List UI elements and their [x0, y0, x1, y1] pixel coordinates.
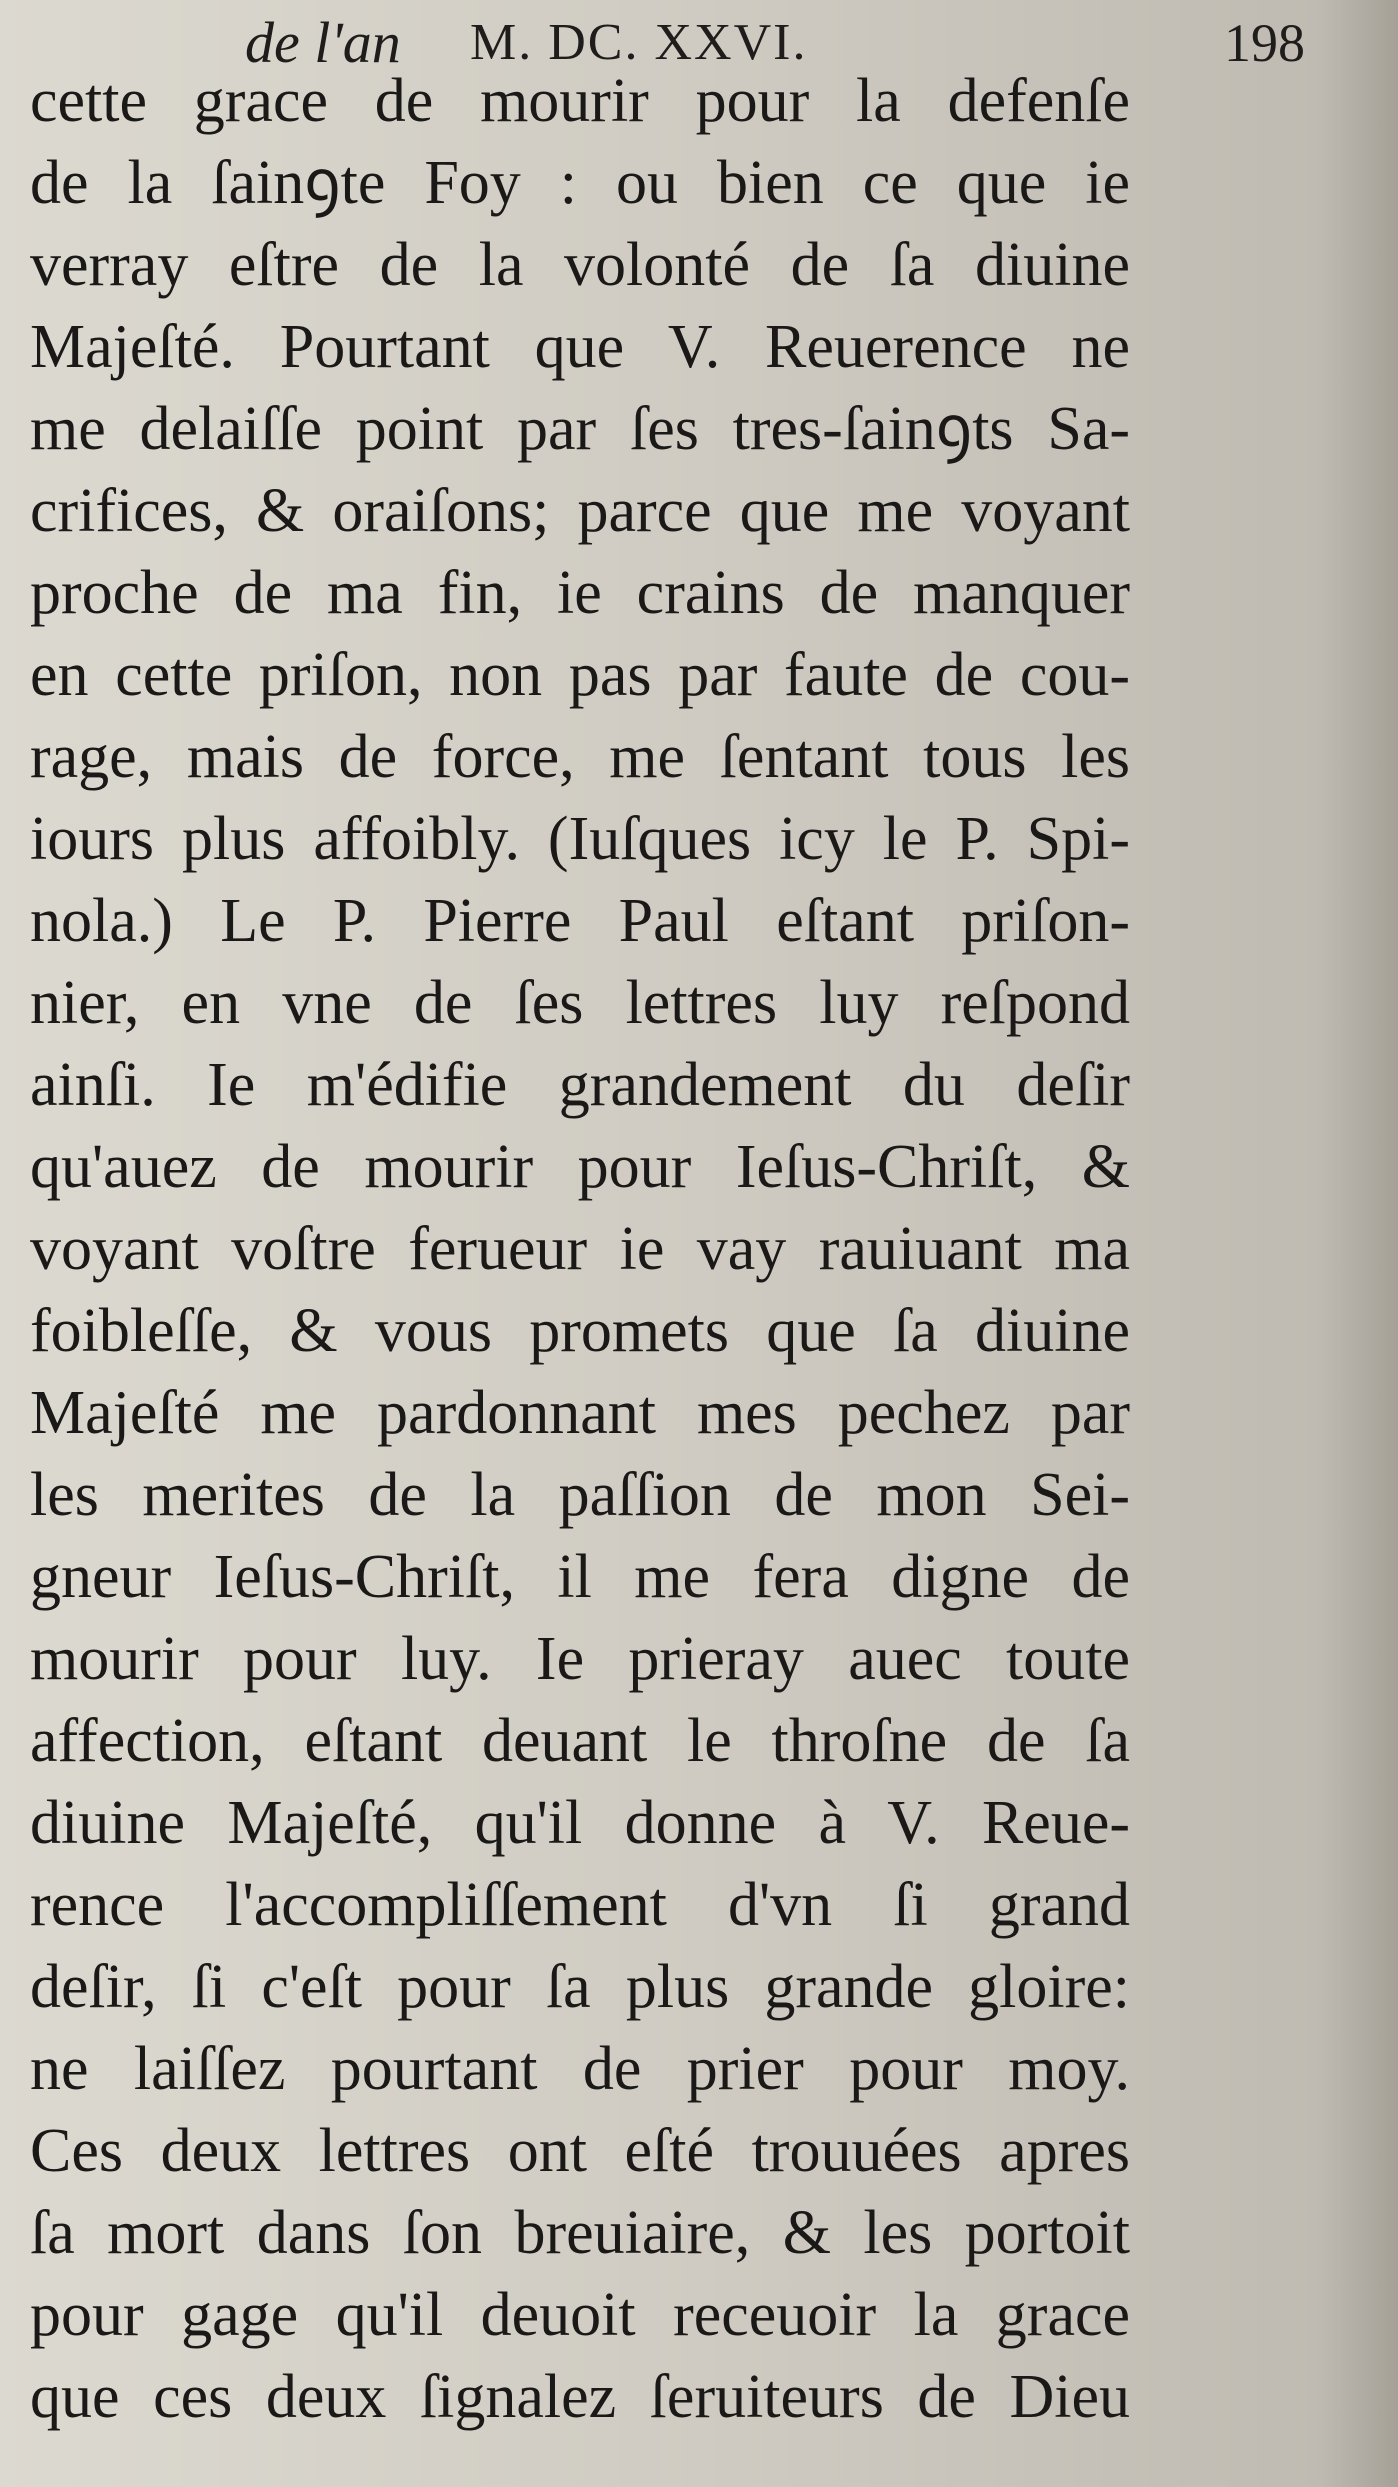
running-head-text: de l'an — [245, 10, 401, 75]
text-line: les merites de la paſſion de mon Sei- — [30, 1461, 1130, 1529]
text-line: mourir pour luy. Ie prieray auec toute — [30, 1625, 1130, 1693]
page-edge-shadow — [1318, 0, 1398, 2487]
text-line: voyant voſtre ferueur ie vay rauiuant ma — [30, 1215, 1130, 1283]
text-line: Majeſté me pardonnant mes pechez par — [30, 1379, 1130, 1447]
text-line: nier, en vne de ſes lettres luy reſpond — [30, 969, 1130, 1037]
text-line: deſir, ſi c'eſt pour ſa plus grande gloire: — [30, 1953, 1130, 2021]
page-number: 198 — [1224, 13, 1305, 73]
text-line: pour gage qu'il deuoit receuoir la grace — [30, 2281, 1130, 2349]
text-line: rence l'accompliſſement d'vn ſi grand — [30, 1871, 1130, 1939]
text-line: verray eſtre de la volonté de ſa diuine — [30, 231, 1130, 299]
text-line: qu'auez de mourir pour Ieſus-Chriſt, & — [30, 1133, 1130, 1201]
text-line: ne laiſſez pourtant de prier pour moy. — [30, 2035, 1130, 2103]
text-line: diuine Majeſté, qu'il donne à V. Reue- — [30, 1789, 1130, 1857]
text-line: rage, mais de force, me ſentant tous les — [30, 723, 1130, 791]
text-line: affection, eſtant deuant le throſne de ſa — [30, 1707, 1130, 1775]
text-line: proche de ma fin, ie crains de manquer — [30, 559, 1130, 627]
text-line: de la ſainꝯte Foy : ou bien ce que ie — [30, 149, 1130, 217]
text-line: me delaiſſe point par ſes tres-ſainꝯts Sa- — [30, 395, 1130, 463]
text-line: ſa mort dans ſon breuiaire, & les portoit — [30, 2199, 1130, 2267]
running-head-year: M. DC. XXVI. — [470, 14, 808, 71]
text-line: foibleſſe, & vous promets que ſa diuine — [30, 1297, 1130, 1365]
text-line: Majeſté. Pourtant que V. Reuerence ne — [30, 313, 1130, 381]
body-text — [30, 60, 1130, 2438]
text-line: Ces deux lettres ont eſté trouuées apres — [30, 2117, 1130, 2185]
text-line: ainſi. Ie m'édifie grandement du deſir — [30, 1051, 1130, 1119]
text-line: gneur Ieſus-Chriſt, il me fera digne de — [30, 1543, 1130, 1611]
text-line: que ces deux ſignalez ſeruiteurs de Dieu — [30, 2363, 1130, 2431]
text-line: nola.) Le P. Pierre Paul eſtant priſon- — [30, 887, 1130, 955]
text-line: iours plus affoibly. (Iuſques icy le P. Spi- — [30, 805, 1130, 873]
text-line: en cette priſon, non pas par faute de cou- — [30, 641, 1130, 709]
text-line: cette grace de mourir pour la defenſe — [30, 67, 1130, 135]
text-line: crifices, & oraiſons; parce que me voyant — [30, 477, 1130, 545]
